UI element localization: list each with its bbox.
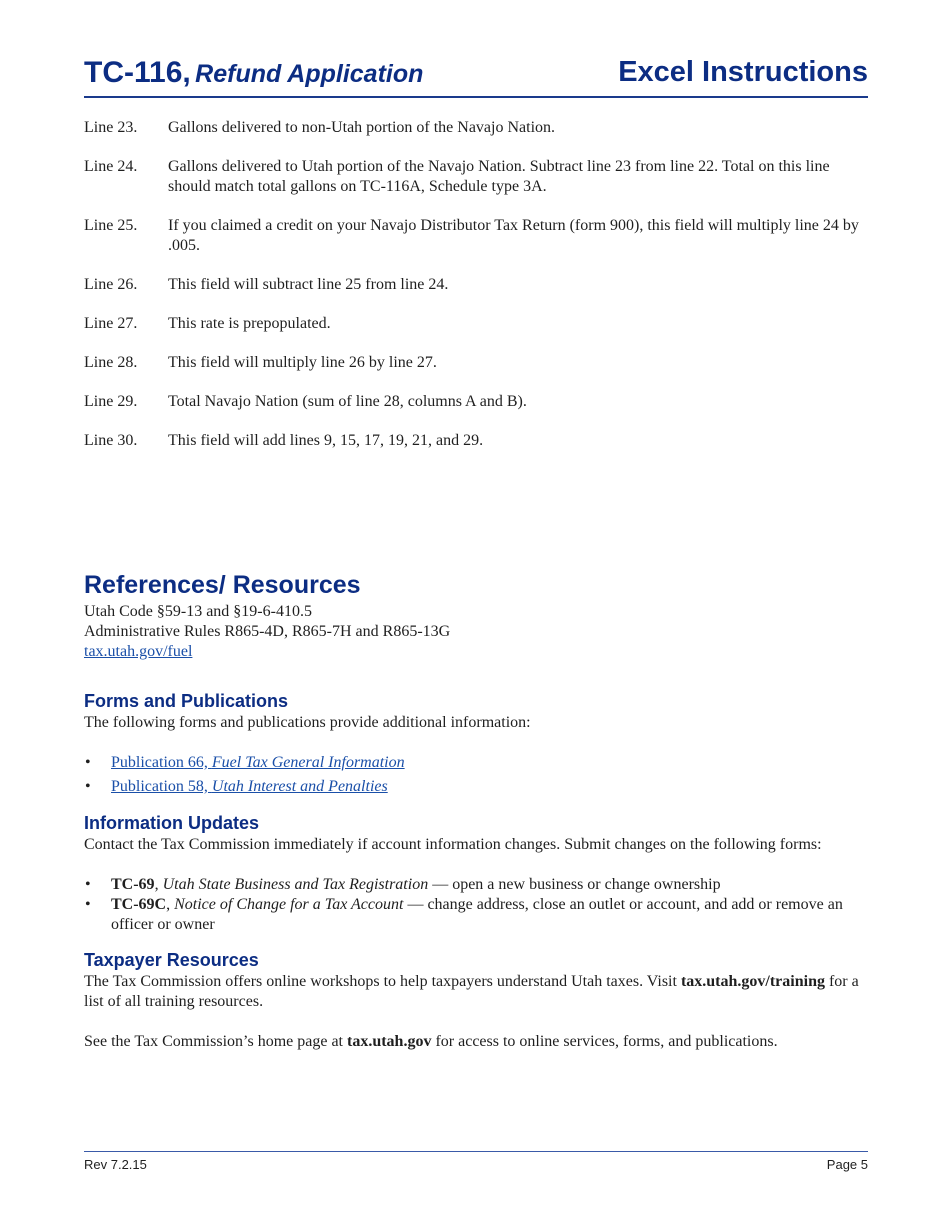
publication-title: Utah Interest and Penalties: [211, 778, 388, 795]
list-item: [84, 777, 868, 797]
forms-publications-intro: The following forms and publications provide additional information:: [84, 714, 531, 731]
form-description: — change address, close an outlet or account, and add or remove an officer or owner: [111, 896, 843, 933]
page-number: Page 5: [826, 1157, 868, 1172]
line-description: Total Navajo Nation (sum of line 28, columns A and B).: [168, 393, 527, 410]
line-item: [84, 392, 868, 412]
change-forms-list: [84, 875, 868, 935]
utah-code-reference: Utah Code §59-13 and §19-6-410.5: [84, 603, 312, 620]
forms-publications-title: Forms and Publications: [84, 691, 289, 711]
line-number: Line 26.: [84, 276, 138, 293]
line-description: If you claimed a credit on your Navajo Distributor Tax Return (form 900), this field will multiply line 24 by .005.: [168, 217, 859, 254]
fuel-tax-link[interactable]: tax.utah.gov/fuel: [84, 643, 193, 660]
bullet-icon: •: [85, 778, 91, 795]
publication-prefix: Publication 66,: [111, 754, 212, 771]
form-title: Utah State Business and Tax Registration: [162, 876, 429, 893]
line-item: [84, 157, 868, 197]
information-updates-title: Information Updates: [84, 813, 260, 833]
line-description: This rate is prepopulated.: [168, 315, 331, 332]
form-title: Notice of Change for a Tax Account: [174, 896, 404, 913]
form-name: Refund Application: [195, 60, 424, 88]
publication-66-link[interactable]: [111, 754, 405, 771]
line-item: [84, 118, 868, 138]
line-number: Line 24.: [84, 158, 138, 175]
administrative-rules-reference: Administrative Rules R865-4D, R865-7H and R865-13G: [84, 623, 451, 640]
line-description: This field will multiply line 26 by line 27.: [168, 354, 437, 371]
line-description: This field will subtract line 25 from line 24.: [168, 276, 449, 293]
form-id: TC-116,: [84, 56, 191, 89]
form-title: [84, 56, 423, 90]
page-footer: [84, 1151, 868, 1172]
publication-title: Fuel Tax General Information: [211, 754, 405, 771]
form-description: — open a new business or change ownership: [428, 876, 721, 893]
form-code: TC-69C: [111, 896, 167, 913]
home-page-url: tax.utah.gov: [347, 1033, 432, 1050]
line-item: [84, 314, 868, 334]
publication-prefix: Publication 58,: [111, 778, 212, 795]
document-type-title: Excel Instructions: [618, 56, 868, 88]
line-description: Gallons delivered to Utah portion of the Navajo Nation. Subtract line 23 from line 22. Total on this line should match total gallons on TC-116A, Schedule type 3A.: [168, 158, 830, 195]
line-number: Line 30.: [84, 432, 138, 449]
line-description: This field will add lines 9, 15, 17, 19, 21, and 29.: [168, 432, 484, 449]
taxpayer-resources-title: Taxpayer Resources: [84, 950, 259, 970]
training-url: tax.utah.gov/training: [680, 973, 825, 990]
list-item: [84, 753, 868, 773]
line-number: Line 27.: [84, 315, 138, 332]
line-number: Line 28.: [84, 354, 138, 371]
references-section: [84, 568, 868, 1052]
line-description: Gallons delivered to non-Utah portion of the Navajo Nation.: [168, 119, 556, 136]
revision-label: Rev 7.2.15: [84, 1157, 147, 1172]
line-item: [84, 353, 868, 373]
page-header: [84, 52, 868, 98]
bullet-icon: •: [85, 896, 91, 913]
publications-list: [84, 753, 868, 797]
list-item: • TC-69, Utah State Business and Tax Registration — open a new business or change ownership: [85, 876, 721, 893]
taxpayer-resources-paragraph: The Tax Commission offers online workshops to help taxpayers understand Utah taxes. Visit tax.utah.gov/training for a list of all training resources.: [84, 973, 859, 1010]
line-item: [84, 275, 868, 295]
bullet-icon: •: [85, 876, 91, 893]
information-updates-intro: Contact the Tax Commission immediately if account information changes. Submit changes on the following forms:: [84, 836, 822, 853]
line-number: Line 23.: [84, 119, 138, 136]
line-item: [84, 431, 868, 451]
line-number: Line 29.: [84, 393, 138, 410]
line-instructions-list: [84, 118, 868, 470]
line-item: [84, 216, 868, 256]
bullet-icon: •: [85, 754, 91, 771]
publication-58-link[interactable]: [111, 778, 388, 795]
references-title: References/ Resources: [84, 571, 361, 599]
line-number: Line 25.: [84, 217, 138, 234]
home-page-paragraph: See the Tax Commission’s home page at tax.utah.gov for access to online services, forms, and publications.: [84, 1033, 778, 1050]
form-code: TC-69: [111, 876, 155, 893]
list-item: • TC-69C, Notice of Change for a Tax Account — change address, close an outlet or account, and add or remove an officer or owner: [85, 896, 843, 933]
